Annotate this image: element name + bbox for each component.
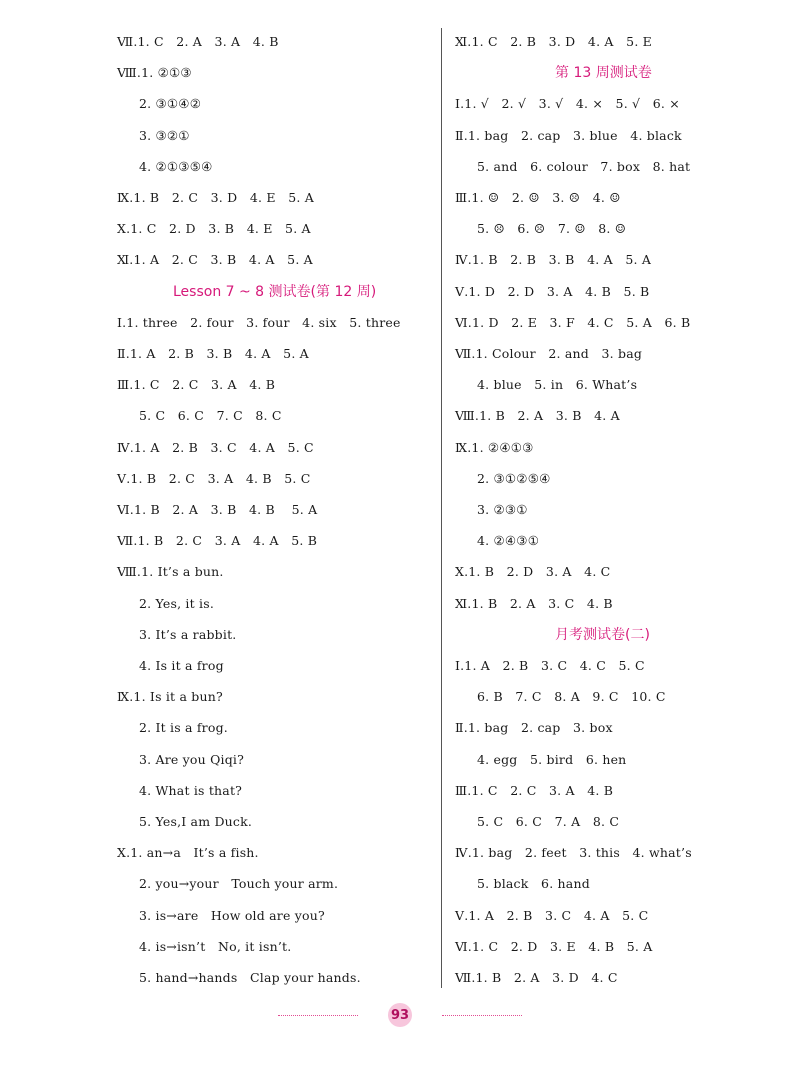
answer-line: Ⅲ.1. C 2. C 3. A 4. B	[117, 377, 276, 393]
answer-line: 5. C 6. C 7. C 8. C	[139, 408, 282, 424]
answer-line: 5. Yes,I am Duck.	[139, 814, 253, 829]
answer-line: 5. hand→hands Clap your hands.	[139, 970, 361, 985]
answer-line: 3. ②③①	[477, 502, 528, 517]
answer-line: Ⅱ.1. bag 2. cap 3. box	[455, 720, 613, 736]
answer-line: 5. and 6. colour 7. box 8. hat	[477, 158, 691, 174]
answer-line: 4. Is it a frog	[139, 658, 224, 673]
answer-line: 5. ☹ 6. ☹ 7. ☺ 8. ☺	[477, 221, 627, 237]
section-heading: Lesson 7 ~ 8 测试卷(第 12 周)	[173, 283, 377, 300]
answer-line: Ⅱ.1. bag 2. cap 3. blue 4. black	[455, 127, 682, 143]
answer-line: 4. egg 5. bird 6. hen	[477, 751, 627, 767]
answer-line: Ⅺ.1. A 2. C 3. B 4. A 5. A	[117, 252, 313, 268]
page-number: 93	[388, 1003, 412, 1027]
answer-line: 4. blue 5. in 6. What’s	[477, 377, 638, 393]
footer-dotted-rule-left	[278, 1015, 358, 1017]
answer-line: 5. C 6. C 7. A 8. C	[477, 814, 620, 829]
answer-line: Ⅵ.1. C 2. D 3. E 4. B 5. A	[455, 938, 653, 954]
answer-line: Ⅳ.1. A 2. B 3. C 4. A 5. C	[117, 439, 314, 455]
answer-line: Ⅸ.1. ②④①③	[455, 439, 534, 455]
answer-line: 4. What is that?	[139, 782, 243, 798]
answer-line: 2. Yes, it is.	[139, 595, 215, 611]
answer-line: Ⅴ.1. D 2. D 3. A 4. B 5. B	[455, 283, 650, 299]
answer-line: 4. ②④③①	[477, 533, 540, 549]
answer-line: Ⅶ.1. B 2. A 3. D 4. C	[455, 970, 618, 985]
column-divider	[441, 28, 442, 988]
footer-dotted-rule-right	[442, 1015, 522, 1017]
answer-line: Ⅳ.1. B 2. B 3. B 4. A 5. A	[455, 252, 652, 268]
answer-line: Ⅵ.1. D 2. E 3. F 4. C 5. A 6. B	[455, 314, 691, 330]
answer-line: Ⅰ.1. A 2. B 3. C 4. C 5. C	[455, 658, 645, 673]
answer-line: 3. It’s a rabbit.	[139, 626, 237, 642]
answer-line: Ⅲ.1. C 2. C 3. A 4. B	[455, 782, 614, 798]
answer-line: 4. ②①③⑤④	[139, 158, 213, 174]
answer-line: Ⅺ.1. B 2. A 3. C 4. B	[455, 595, 613, 611]
section-heading: 第 13 周测试卷	[555, 65, 652, 82]
answer-line: Ⅰ.1. three 2. four 3. four 4. six 5. three	[117, 314, 401, 330]
answer-line: 6. B 7. C 8. A 9. C 10. C	[477, 689, 666, 705]
answer-line: Ⅸ.1. B 2. C 3. D 4. E 5. A	[117, 190, 314, 205]
answer-line: Ⅶ.1. B 2. C 3. A 4. A 5. B	[117, 533, 318, 549]
answer-line: Ⅰ.1. √ 2. √ 3. √ 4. × 5. √ 6. ×	[455, 96, 680, 112]
answer-line: 2. ③①④②	[139, 96, 202, 112]
answer-line: 5. black 6. hand	[477, 876, 590, 892]
section-heading: 月考测试卷(二)	[555, 626, 650, 643]
answer-line: Ⅺ.1. C 2. B 3. D 4. A 5. E	[455, 34, 652, 49]
answer-line: Ⅶ.1. Colour 2. and 3. bag	[455, 346, 643, 361]
answer-line: 2. It is a frog.	[139, 720, 228, 736]
answer-line: Ⅳ.1. bag 2. feet 3. this 4. what’s	[455, 845, 692, 861]
answer-line: Ⅷ.1. B 2. A 3. B 4. A	[455, 408, 620, 424]
answer-line: Ⅵ.1. B 2. A 3. B 4. B 5. A	[117, 502, 318, 517]
answer-line: 4. is→isn’t No, it isn’t.	[139, 938, 292, 954]
answer-line: Ⅱ.1. A 2. B 3. B 4. A 5. A	[117, 346, 309, 361]
answer-line: Ⅴ.1. B 2. C 3. A 4. B 5. C	[117, 470, 311, 486]
answer-line: 2. ③①②⑤④	[477, 470, 551, 486]
answer-line: 2. you→your Touch your arm.	[139, 876, 339, 892]
answer-line: Ⅴ.1. A 2. B 3. C 4. A 5. C	[455, 907, 649, 923]
answer-line: Ⅷ.1. It’s a bun.	[117, 564, 224, 580]
answer-line: Ⅹ.1. an→a It’s a fish.	[117, 845, 259, 861]
answer-line: Ⅷ.1. ②①③	[117, 65, 192, 81]
page-number-footer	[350, 1003, 450, 1029]
answer-line: Ⅹ.1. B 2. D 3. A 4. C	[455, 564, 611, 580]
answer-line: 3. is→are How old are you?	[139, 907, 325, 923]
answer-line: 3. ③②①	[139, 127, 190, 143]
answer-line: Ⅲ.1. ☺ 2. ☺ 3. ☹ 4. ☺	[455, 190, 621, 205]
answer-line: Ⅶ.1. C 2. A 3. A 4. B	[117, 34, 279, 49]
answer-line: 3. Are you Qiqi?	[139, 751, 245, 767]
answer-line: Ⅸ.1. Is it a bun?	[117, 689, 223, 705]
answer-line: Ⅹ.1. C 2. D 3. B 4. E 5. A	[117, 221, 311, 237]
